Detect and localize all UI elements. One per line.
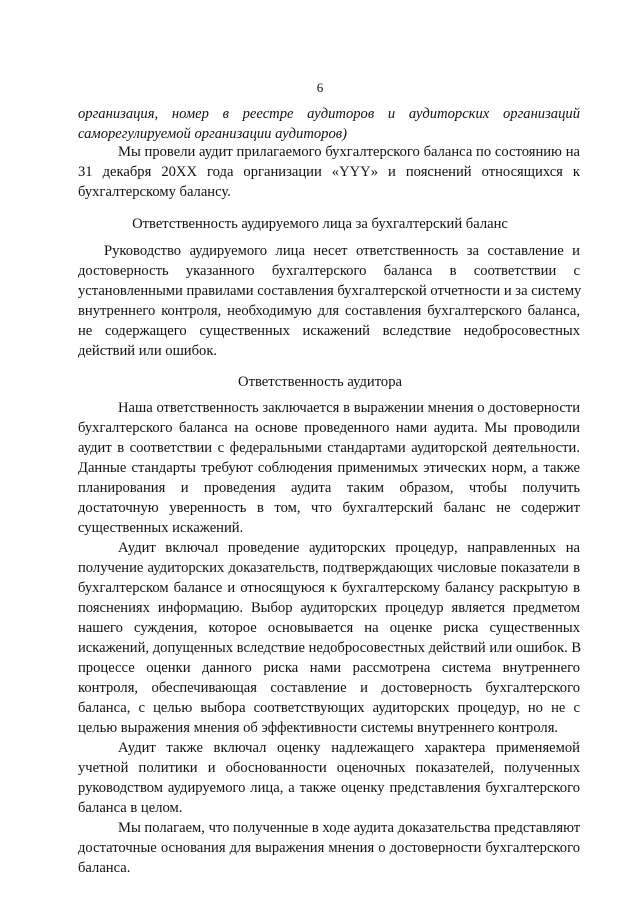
body-line: Аудит также включал оценку надлежащего характера применяемой (118, 740, 580, 756)
intro-line: 31 декабря 20XX года организации «YYY» и пояснений относящихся к (78, 164, 580, 180)
body-line: учетной политики и обоснованности оценочных показателей, полученных (78, 760, 580, 776)
section-heading: Ответственность аудитора (238, 374, 402, 390)
body-line: достоверность указанного бухгалтерского баланса в соответствии с (78, 263, 580, 279)
body-line: Аудит включал проведение аудиторских процедур, направленных на (118, 540, 580, 556)
intro-line: Мы провели аудит прилагаемого бухгалтерского баланса по состоянию на (118, 144, 580, 160)
body-line: достаточные основания для выражения мнения о достоверности бухгалтерского (78, 840, 580, 856)
body-line: внутреннего контроля, необходимую для составления бухгалтерского баланса, (78, 303, 580, 319)
body-line: бухгалтерском балансе и относящуюся к бухгалтерскому балансу раскрытую в (78, 580, 580, 596)
body-line: установленными правилами составления бухгалтерской отчетности и за систему (78, 283, 582, 299)
body-line: Мы полагаем, что полученные в ходе аудита доказательства представляют (118, 820, 581, 836)
intro-line: бухгалтерскому балансу. (78, 184, 231, 200)
body-line: существенных искажений. (78, 520, 244, 536)
body-line: Наша ответственность заключается в выражении мнения о достоверности (118, 400, 580, 416)
body-line: планирования и проведения аудита таким образом, чтобы получить (78, 480, 580, 496)
body-line: баланса в целом. (78, 800, 183, 816)
body-line: достаточную уверенность в том, что бухгалтерский баланс не содержит (78, 500, 580, 516)
body-line: баланса, с целью выбора соответствующих аудиторских процедур, но не с (78, 700, 580, 716)
body-line: получение аудиторских доказательств, подтверждающих числовые показатели в (78, 560, 580, 576)
section-heading: Ответственность аудируемого лица за бухгалтерский баланс (132, 216, 508, 232)
body-line: целью выражения мнения об эффективности системы внутреннего контроля. (78, 720, 559, 736)
body-line: контроля, обеспечивающая составление и достоверность бухгалтерского (78, 680, 580, 696)
body-line: аудит в соответствии с федеральными стандартами аудиторской деятельности. (78, 440, 580, 456)
body-line: руководством аудируемого лица, а также оценку представления бухгалтерского (78, 780, 580, 796)
body-line: процессе оценки данного риска нами рассмотрена система внутреннего (78, 660, 580, 676)
body-line: баланса. (78, 860, 131, 876)
body-line: не содержащего существенных искажений вследствие недобросовестных (78, 323, 580, 339)
body-line: нашего суждения, которое основывается на оценке риска существенных (78, 620, 580, 636)
body-line: Данные стандарты требуют соблюдения применимых этических норм, а также (78, 460, 580, 476)
body-line: искажений, допущенных вследствие недобросовестных действий или ошибок. В (78, 640, 582, 656)
body-line: действий или ошибок. (78, 343, 218, 359)
italic-line: организация, номер в реестре аудиторов и аудиторских организаций (78, 106, 580, 122)
body-line: Руководство аудируемого лица несет ответственность за составление и (104, 243, 580, 259)
body-line: пояснениях информацию. Выбор аудиторских процедур является предметом (78, 600, 580, 616)
italic-line: саморегулируемой организации аудиторов) (78, 126, 347, 142)
page-number: 6 (316, 80, 324, 95)
body-line: бухгалтерского баланса на основе проведенного нами аудита. Мы проводили (78, 420, 580, 436)
